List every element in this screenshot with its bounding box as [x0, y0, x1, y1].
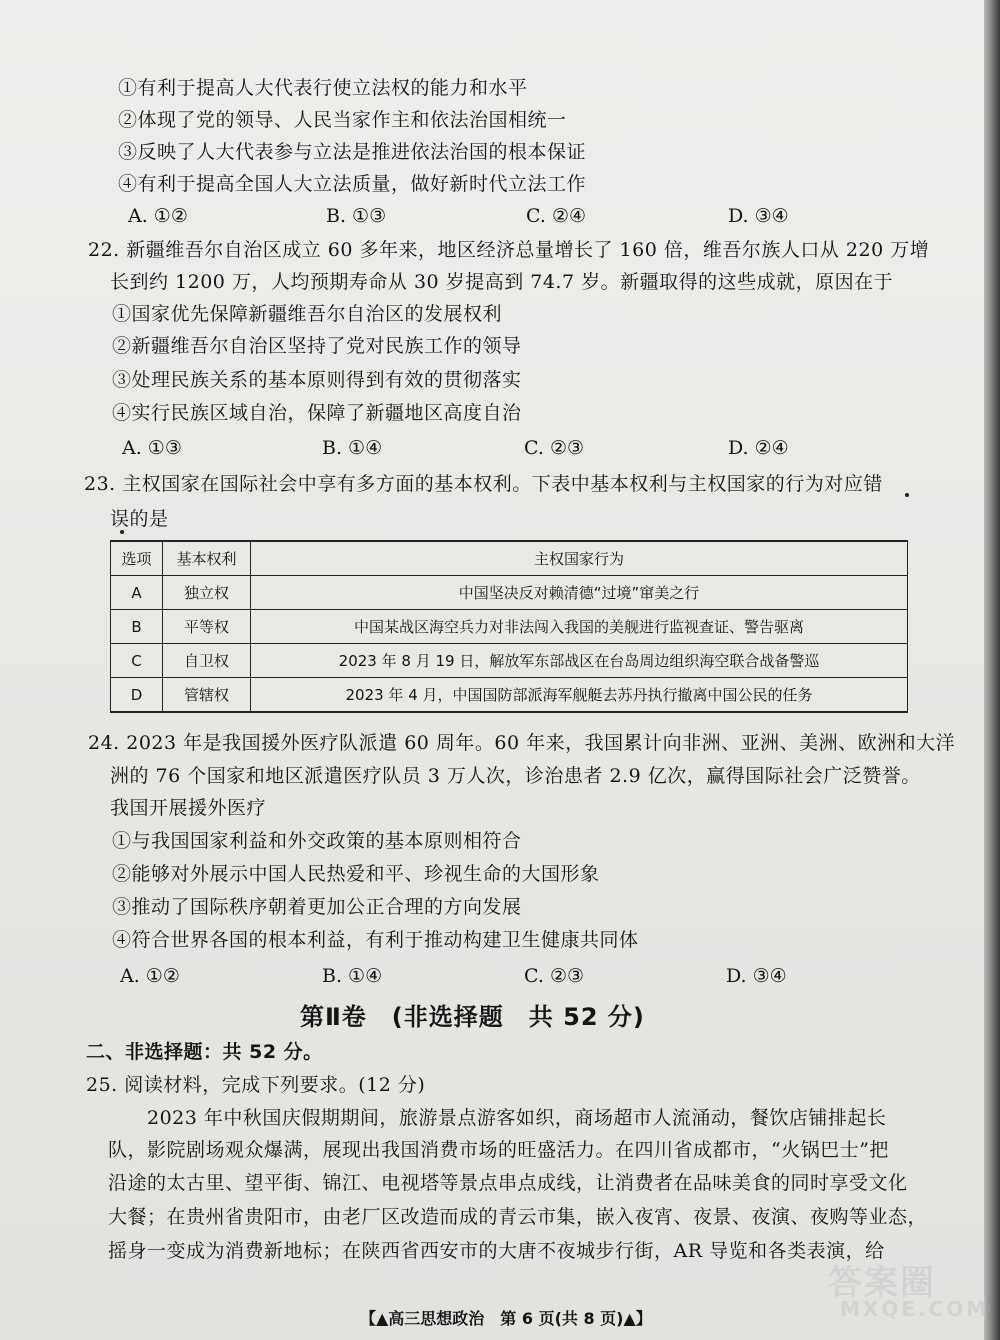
q22-item-4: ④实行民族区域自治，保障了新疆地区高度自治 [112, 402, 522, 424]
q25-material-line-2: 队，影院剧场观众爆满，展现出我国消费市场的旺盛活力。在四川省成都市，“火锅巴士”把 [108, 1139, 889, 1161]
q25-material-line-5: 摇身一变成为消费新地标；在陕西省西安市的大唐不夜城步行街，AR 导览和各类表演，给 [108, 1240, 885, 1262]
q22-option-c: C. ②③ [524, 437, 585, 459]
q25-material-line-4: 大餐；在贵州省贵阳市，由老厂区改造而成的青云市集，嵌入夜宵、夜景、夜演、夜购等业态， [108, 1206, 928, 1228]
table-cell-option: B [111, 610, 163, 644]
q22-stem-line-1: 22. 新疆维吾尔自治区成立 60 多年来，地区经济总量增长了 160 倍，维吾尔族人口从 220 万增 [88, 239, 930, 261]
q24-item-4: ④符合世界各国的根本利益，有利于推动构建卫生健康共同体 [112, 929, 639, 951]
q24-item-1: ①与我国国家利益和外交政策的基本原则相符合 [112, 830, 522, 852]
q24-stem-line-2: 洲的 76 个国家和地区派遣医疗队员 3 万人次，诊治患者 2.9 亿次，赢得国际社会广泛赞誉。 [110, 765, 921, 787]
table-row [111, 644, 908, 678]
emphasis-dot [120, 530, 124, 534]
table-cell-behavior: 中国坚决反对赖清德“过境”窜美之行 [251, 576, 908, 610]
table-cell-right: 平等权 [163, 610, 251, 644]
watermark-sub-text: MXQE.COM [840, 1297, 990, 1321]
q21-item-4: ④有利于提高全国人大立法质量，做好新时代立法工作 [118, 173, 587, 195]
table-cell-right: 独立权 [163, 576, 251, 610]
table-row [111, 576, 908, 610]
q24-item-3: ③推动了国际秩序朝着更加公正合理的方向发展 [112, 896, 522, 918]
q25-material-line-1: 2023 年中秋国庆假期期间，旅游景点游客如织，商场超市人流涌动，餐饮店铺排起长 [108, 1107, 887, 1129]
rights-table [110, 540, 908, 713]
section-2-heading: 二、非选择题：共 52 分。 [86, 1041, 323, 1063]
scan-edge [984, 0, 1000, 1340]
q24-option-a: A. ①② [120, 965, 180, 987]
q24-stem-line-1: 24. 2023 年是我国援外医疗队派遣 60 周年。60 年来，我国累计向非洲、亚洲、美洲、欧洲和大洋 [88, 732, 956, 754]
q22-item-3: ③处理民族关系的基本原则得到有效的贯彻落实 [112, 369, 522, 391]
q21-item-3: ③反映了人大代表参与立法是推进依法治国的根本保证 [118, 141, 587, 163]
q24-stem-line-3: 我国开展援外医疗 [110, 797, 267, 819]
q21-option-c: C. ②④ [526, 205, 587, 227]
q24-option-d: D. ③④ [726, 965, 787, 987]
q21-option-b: B. ①③ [326, 205, 387, 227]
q22-item-2: ②新疆维吾尔自治区坚持了党对民族工作的领导 [112, 335, 522, 357]
table-cell-option: A [111, 576, 163, 610]
q21-option-d: D. ③④ [728, 205, 789, 227]
table-header-option: 选项 [111, 541, 163, 576]
q21-item-2: ②体现了党的领导、人民当家作主和依法治国相统一 [118, 109, 567, 131]
table-cell-right: 管辖权 [163, 678, 251, 713]
q21-item-1: ①有利于提高人大代表行使立法权的能力和水平 [118, 77, 528, 99]
table-cell-option: C [111, 644, 163, 678]
table-cell-behavior: 中国某战区海空兵力对非法闯入我国的美舰进行监视查证、警告驱离 [251, 610, 908, 644]
table-cell-behavior: 2023 年 4 月，中国国防部派海军舰艇去苏丹执行撤离中国公民的任务 [251, 678, 908, 713]
q24-option-b: B. ①④ [322, 965, 383, 987]
table-header-right: 基本权利 [163, 541, 251, 576]
q22-option-d: D. ②④ [728, 437, 789, 459]
q24-item-2: ②能够对外展示中国人民热爱和平、珍视生命的大国形象 [112, 863, 600, 885]
table-header-row [111, 541, 908, 576]
table-cell-option: D [111, 678, 163, 713]
q24-option-c: C. ②③ [524, 965, 585, 987]
q22-option-a: A. ①③ [122, 437, 182, 459]
q25-material-line-3: 沿途的太古里、望平街、锦江、电视塔等景点串点成线，让消费者在品味美食的同时享受文化 [108, 1172, 908, 1194]
table-cell-right: 自卫权 [163, 644, 251, 678]
section-2-title: 第Ⅱ卷 (非选择题 共 52 分) [300, 1003, 645, 1031]
table-row [111, 678, 908, 713]
q22-stem-line-2: 长到约 1200 万，人均预期寿命从 30 岁提高到 74.7 岁。新疆取得的这些成就，原因在于 [110, 271, 894, 293]
watermark-main-text: 答案圈 [828, 1263, 936, 1303]
q22-item-1: ①国家优先保障新疆维吾尔自治区的发展权利 [112, 303, 503, 325]
watermark-logo [820, 1255, 990, 1325]
table-row [111, 610, 908, 644]
q21-option-a: A. ①② [128, 205, 188, 227]
q22-option-b: B. ①④ [322, 437, 383, 459]
emphasis-dot [905, 493, 909, 497]
table-cell-behavior: 2023 年 8 月 19 日，解放军东部战区在台岛周边组织海空联合战备警巡 [251, 644, 908, 678]
q23-stem-line-1: 23. 主权国家在国际社会中享有多方面的基本权利。下表中基本权利与主权国家的行为对应错 [84, 473, 883, 495]
q23-stem-line-2: 误的是 [110, 508, 169, 530]
table-header-behavior: 主权国家行为 [251, 541, 908, 576]
q25-stem: 25. 阅读材料，完成下列要求。(12 分) [86, 1074, 426, 1096]
page-footer: 【▲高三思想政治 第 6 页(共 8 页)▲】 [360, 1309, 652, 1328]
